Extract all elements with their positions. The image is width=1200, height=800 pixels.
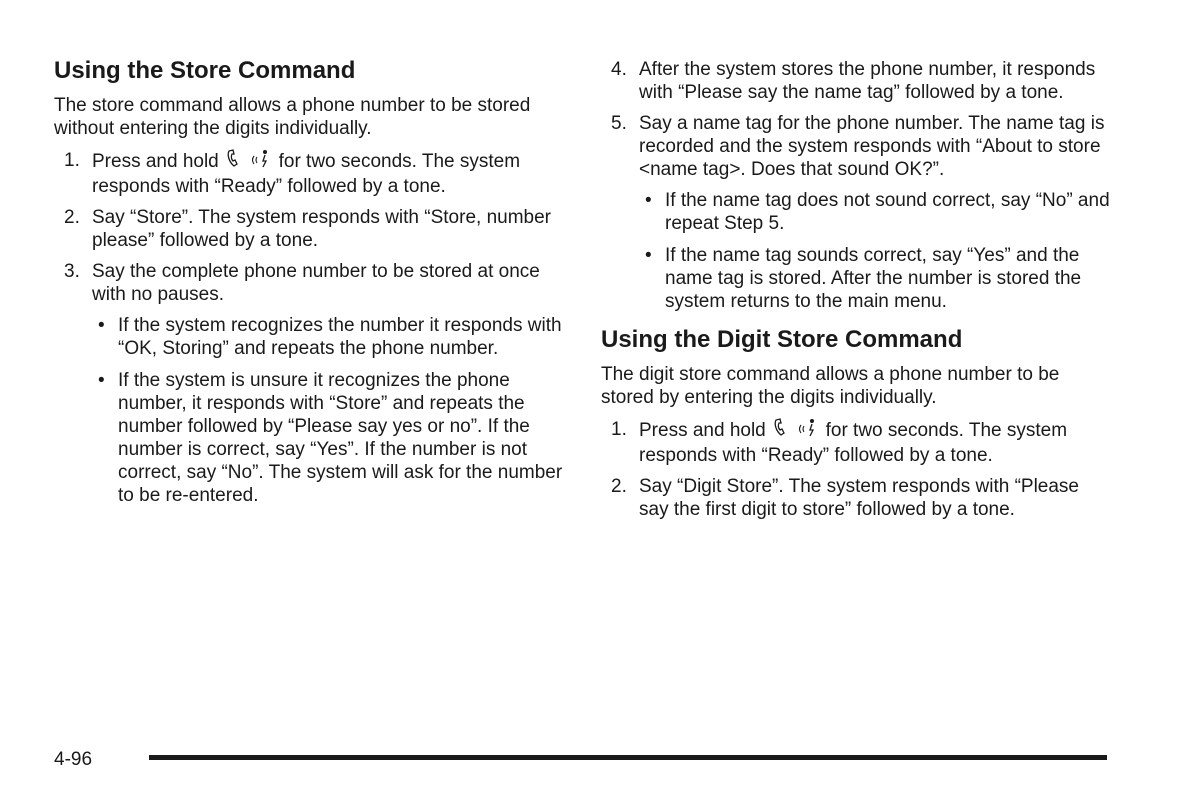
step-text-before: Press and hold: [639, 420, 766, 441]
step-bullets: [639, 189, 1111, 313]
left-column: [54, 56, 564, 516]
voice-command-icon: [798, 418, 818, 444]
store-steps-continued: [601, 58, 1111, 313]
step-item: [601, 475, 1111, 521]
step-number: 4.: [611, 59, 627, 80]
step-item: [601, 58, 1111, 104]
step-item: [54, 149, 564, 198]
step-item: [601, 112, 1111, 313]
step-number: 5.: [611, 113, 627, 134]
step-text: Say a name tag for the phone number. The name tag is recorded and the system responds with “About to store <name tag>. Does that sound OK?”.: [639, 113, 1105, 180]
section-heading-digit-store: Using the Digit Store Command: [601, 326, 963, 353]
step-text: After the system stores the phone number, it responds with “Please say the name tag” followed by a tone.: [639, 59, 1096, 103]
step-number: 1.: [64, 150, 80, 171]
step-bullets: [92, 314, 564, 507]
store-steps: [54, 149, 564, 507]
page-number: 4-96: [54, 749, 93, 770]
step-text-before: Press and hold: [92, 151, 219, 172]
bullet-text: If the name tag sounds correct, say “Yes” and the name tag is stored. After the number is stored the system returns to the main menu.: [665, 245, 1082, 312]
section-heading-store: Using the Store Command: [54, 57, 356, 84]
bullet-item: • If the name tag does not sound correct, say “No” and repeat Step 5.: [645, 190, 1110, 234]
step-number: 2.: [64, 207, 80, 228]
section-intro-store: The store command allows a phone number to be stored without entering the digits individually.: [54, 95, 531, 139]
digit-store-steps: [601, 418, 1111, 521]
bullet-text: If the system is unsure it recognizes the phone number, it responds with “Store” and repeats the number followed by “Please say yes or no”. If the number is correct, say “Yes”. If the number is not correct, say “No”. The system will ask for the number to be re-entered.: [118, 370, 563, 506]
step-text: Say “Digit Store”. The system responds with “Please say the first digit to store” followed by a tone.: [639, 476, 1079, 520]
footer-rule: [149, 755, 1107, 760]
voice-command-icon: [251, 149, 271, 175]
step-text: Say the complete phone number to be stored at once with no pauses.: [92, 261, 540, 305]
step-number: 1.: [611, 419, 627, 440]
step-text: Say “Store”. The system responds with “Store, number please” followed by a tone.: [92, 207, 551, 251]
step-number: 2.: [611, 476, 627, 497]
bullet-item: • If the system is unsure it recognizes the phone number, it responds with “Store” and repeats the number followed by “Please say yes or no”. If the number is correct, say “Yes”. If the number is not correct, say “No”. The system will ask for the number to be re-entered.: [98, 370, 563, 506]
step-text-after: for two seconds. The system responds with “Ready” followed by a tone.: [92, 151, 521, 197]
step-item: [54, 260, 564, 507]
step-item: [601, 418, 1111, 467]
right-column: [601, 58, 1111, 529]
phone-handset-icon: [773, 418, 789, 444]
bullet-item: • If the name tag sounds correct, say “Yes” and the name tag is stored. After the number is stored the system returns to the main menu.: [645, 245, 1082, 312]
step-item: [54, 206, 564, 252]
step-text-after: for two seconds. The system responds with “Ready” followed by a tone.: [639, 420, 1068, 466]
bullet-item: • If the system recognizes the number it responds with “OK, Storing” and repeats the phone number.: [98, 315, 562, 359]
bullet-text: If the name tag does not sound correct, say “No” and repeat Step 5.: [665, 190, 1110, 234]
section-intro-digit-store: The digit store command allows a phone number to be stored by entering the digits individually.: [601, 364, 1060, 408]
step-number: 3.: [64, 261, 80, 282]
phone-handset-icon: [226, 149, 242, 175]
bullet-text: If the system recognizes the number it responds with “OK, Storing” and repeats the phone number.: [118, 315, 562, 359]
